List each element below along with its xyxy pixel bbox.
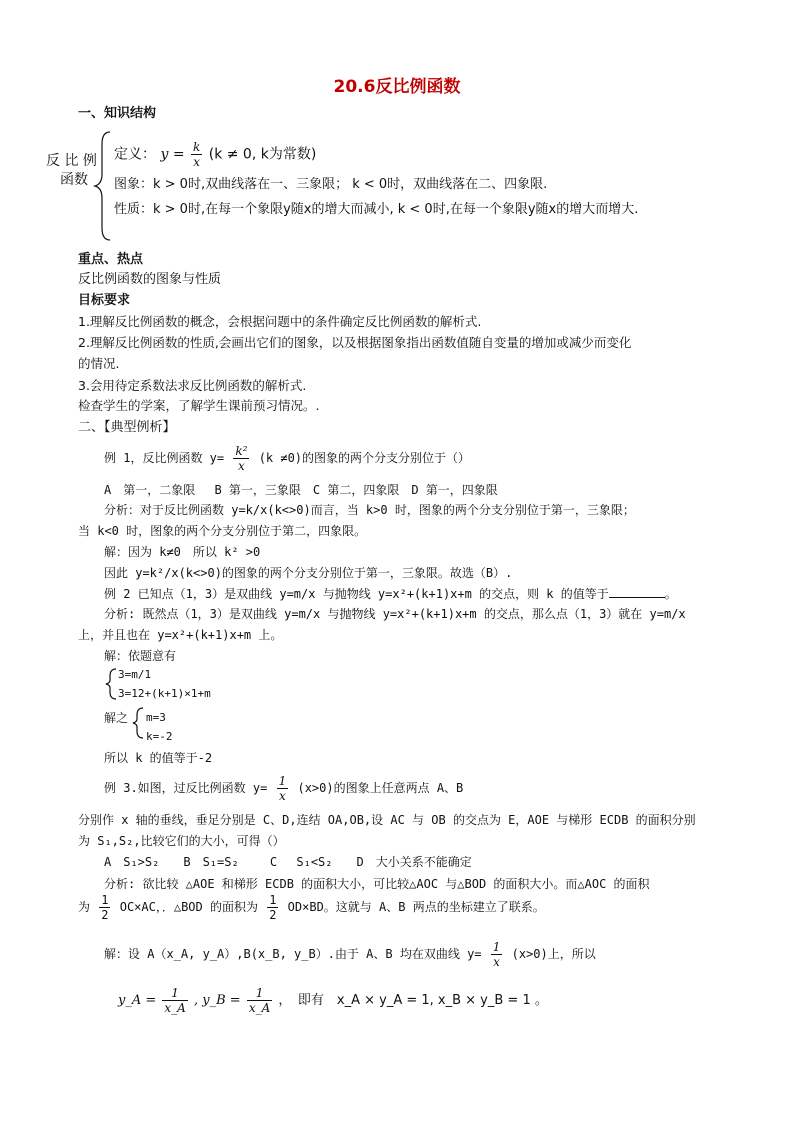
ex1-suffix: (k ≠0)的图象的两个分支分别位于（） — [258, 451, 471, 465]
ex3-solution-numerator: 1 — [492, 940, 501, 954]
example-1-solution: 解：因为 k≠0 所以 k² >0 — [104, 545, 261, 559]
nature-line: 性质：k > 0时,在每一个象限y随x的增大而减小, k < 0时,在每一个象限y随x的增大而增大. — [114, 202, 639, 217]
structure-brace-icon — [92, 130, 114, 242]
ex3-suffix: (x>0)的图象上任意两点 A、B — [297, 781, 464, 795]
ex3-prefix: 例 3.如图，过反比例函数 y= — [104, 781, 268, 795]
page-title: 20.6反比例函数 — [333, 77, 461, 97]
goal-item-2: 2.理解反比例函数的性质,会画出它们的图象，以及根据图象指出函数值随自变量的增加或减少而变化 — [78, 335, 632, 350]
half-fraction-2 — [267, 893, 278, 922]
definition-prefix: 定义： — [114, 146, 156, 163]
example-3-solution — [104, 940, 596, 969]
ex1-prefix: 例 1，反比例函数 y= — [104, 451, 225, 465]
example-2-analysis: 分析: 既然点（1，3）是双曲线 y=m/x 与抛物线 y=x²+(k+1)x+m 的交点，那么点（1，3）就在 y=m/x — [104, 607, 686, 621]
ex1-numerator: k² — [235, 444, 248, 458]
half-numerator-2: 1 — [269, 893, 277, 907]
ex3-denominator: x — [279, 789, 286, 803]
definition-denominator: x — [193, 155, 201, 169]
definition-numerator: k — [193, 140, 201, 154]
example-3-analysis: 分析: 欲比较 △AOE 和梯形 ECDB 的面积大小，可比较△AOC 与△BOD 的面积大小。而△AOC 的面积 — [104, 877, 650, 891]
half-denominator-2: 2 — [269, 908, 277, 922]
half-denominator-1: 2 — [101, 908, 109, 922]
ex3-solution-denominator: x — [493, 955, 500, 969]
example-2-question — [104, 585, 677, 602]
left-label-line1: 反 比 例 — [46, 153, 97, 169]
example-3-options: A S₁>S₂ B S₁=S₂ C S₁<S₂ D 大小关系不能确定 — [104, 855, 472, 869]
ya-label: y_A = — [118, 993, 157, 1008]
example-3-analysis-cont — [78, 893, 545, 922]
area-text-1: 为 — [78, 900, 91, 914]
example-3-question — [104, 774, 463, 803]
ya-denominator: x_A — [164, 1001, 186, 1015]
example-3-equations — [118, 986, 548, 1015]
section-heading-knowledge: 一、知识结构 — [78, 106, 157, 121]
ex3-fraction — [277, 774, 289, 803]
equation-1: 3=m/1 — [118, 668, 152, 681]
definition-y: y = — [160, 146, 185, 163]
result-brace-icon — [131, 706, 145, 740]
yb-label: , y_B = — [193, 993, 241, 1008]
example-1-question — [104, 444, 470, 473]
solve-label: 解之 — [104, 711, 129, 725]
goals-heading: 目标要求 — [78, 293, 131, 308]
yb-fraction — [247, 986, 272, 1015]
definition-line — [114, 140, 316, 169]
graph-line: 图象：k > 0时,双曲线落在一、三象限； k < 0时，双曲线落在二、四象限. — [114, 177, 548, 192]
key-points-text: 反比例函数的图象与性质 — [78, 272, 222, 287]
example-1-conclusion: 因此 y=k²/x(k<>0)的图象的两个分支分别位于第一，三象限。故选（B）. — [104, 566, 513, 580]
result-m: m=3 — [146, 711, 166, 724]
definition-suffix: (k ≠ 0, k为常数) — [208, 146, 317, 163]
definition-fraction — [191, 140, 202, 169]
ya-numerator: 1 — [162, 986, 187, 1001]
ex2-question-text: 例 2 已知点（1，3）是双曲线 y=m/x 与抛物线 y=x²+(k+1)x+m 的交点，则 k 的值等于 — [104, 587, 609, 601]
ex2-question-end: 。 — [664, 587, 677, 601]
example-3-line-3: 为 S₁,S₂,比较它们的大小，可得（） — [78, 834, 285, 848]
ex3-numerator: 1 — [278, 774, 287, 788]
ex1-fraction — [233, 444, 249, 473]
ex3-solution-end: (x>0)上，所以 — [511, 947, 596, 961]
example-2-answer: 所以 k 的值等于-2 — [104, 751, 213, 765]
example-3-line-2: 分别作 x 轴的垂线，垂足分别是 C、D,连结 OA,OB,设 AC 与 OB 的交点为 E，AOE 与梯形 ECDB 的面积分别 — [78, 813, 696, 827]
ex3-solution-fraction — [491, 940, 503, 969]
half-numerator-1: 1 — [101, 893, 109, 907]
area-text-2: OC×AC，．△BOD 的面积为 — [119, 900, 258, 914]
goal-item-3: 3.会用待定系数法求反比例函数的解析式. — [78, 378, 307, 393]
result-k: k=-2 — [146, 730, 173, 743]
yb-denominator: x_A — [248, 1001, 271, 1015]
half-fraction-1 — [99, 893, 110, 922]
answer-blank[interactable] — [609, 585, 665, 598]
area-text-3: OD×BD。这就与 A、B 两点的坐标建立了联系。 — [287, 900, 545, 914]
goal-item-1: 1.理解反比例函数的概念，会根据问题中的条件确定反比例函数的解析式. — [78, 314, 482, 329]
equation-brace-icon — [104, 667, 118, 701]
left-label-line2: 函数 — [60, 172, 88, 188]
example-1-options: A 第一，二象限 B 第一，三象限 C 第二，四象限 D 第一，四象限 — [104, 483, 498, 497]
example-2-solution: 解：依题意有 — [104, 649, 177, 663]
product-relation: ， 即有 x_A × y_A = 1, x_B × y_B = 1 。 — [278, 993, 548, 1008]
section-heading-examples: 二、【典型例析】 — [78, 420, 176, 435]
key-points-heading: 重点、热点 — [78, 252, 144, 267]
yb-numerator: 1 — [247, 986, 272, 1001]
example-1-analysis: 分析：对于反比例函数 y=k/x(k<>0)而言，当 k>0 时，图象的两个分支分别位于第一，三象限； — [104, 503, 635, 517]
ex1-denominator: x — [238, 459, 245, 473]
ya-fraction — [162, 986, 187, 1015]
ex3-solution-text: 解：设 A（x_A, y_A）,B(x_B, y_B）.由于 A、B 均在双曲线 y= — [104, 947, 482, 961]
check-text: 检查学生的学案，了解学生课前预习情况。. — [78, 398, 320, 413]
example-2-analysis-cont: 上，并且也在 y=x²+(k+1)x+m 上。 — [78, 628, 283, 642]
goal-item-2-cont: 的情况. — [78, 356, 120, 371]
example-1-analysis-cont: 当 k<0 时，图象的两个分支分别位于第二，四象限。 — [78, 524, 367, 538]
equation-2: 3=12+(k+1)×1+m — [118, 687, 211, 700]
